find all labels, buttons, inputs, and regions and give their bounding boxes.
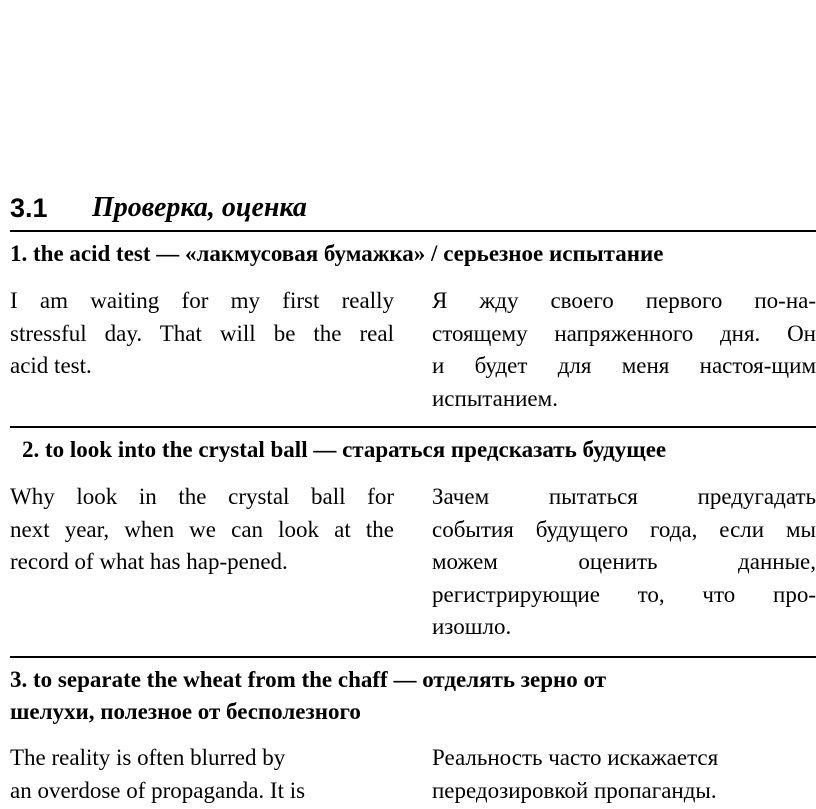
english-line: The reality is often blurred by: [10, 745, 286, 770]
divider: [10, 230, 816, 232]
entry-heading-line: 3. to separate the wheat from the chaff — отделять зерно от: [10, 667, 607, 692]
russian-line: передозировкой пропаганды.: [432, 777, 717, 803]
divider: [10, 426, 816, 428]
russian-line: регистрирующие то, что про-: [432, 581, 816, 607]
entry-heading-1: 1. the acid test — «лакмусовая бумажка» / серьезное испытание: [10, 241, 664, 266]
english-line: stressful day. That will be the real: [10, 320, 394, 346]
entry-2-english: [10, 481, 394, 579]
section-title: Проверка, оценка: [92, 192, 307, 223]
russian-line: Зачем пытаться предугадать: [432, 484, 816, 509]
entry-1-russian: [432, 285, 816, 415]
russian-line: и будет для меня настоя-щим: [432, 353, 816, 378]
russian-line: испытанием.: [432, 385, 558, 411]
russian-line: Реальность часто искажается: [432, 745, 719, 770]
english-line: Why look in the crystal ball for: [10, 484, 394, 509]
divider: [10, 656, 816, 658]
russian-line: можем оценить данные,: [432, 549, 816, 574]
entry-1-english: [10, 285, 394, 383]
russian-line: события будущего года, если мы: [432, 516, 816, 542]
russian-line: изошло.: [432, 614, 512, 639]
section-header: [10, 188, 816, 228]
english-line: acid test.: [10, 353, 92, 378]
english-line: I am waiting for my first really: [10, 288, 394, 313]
entry-3-english: [10, 742, 394, 807]
entry-heading-2: 2. to look into the crystal ball — стараться предсказать будущее: [22, 437, 667, 462]
english-line: an overdose of propaganda. It is: [10, 777, 306, 803]
section-number: 3.1: [10, 193, 48, 223]
russian-line: стоящему напряженного дня. Он: [432, 320, 816, 346]
entry-3-russian: [432, 742, 816, 807]
entry-heading-3: [10, 664, 816, 728]
russian-line: Я жду своего первого по-на-: [432, 288, 816, 313]
english-line: record of what has hap-pened.: [10, 549, 288, 574]
english-line: next year, when we can look at the: [10, 516, 394, 542]
entry-heading-line: шелухи, полезное от бесполезного: [10, 699, 361, 724]
entry-2-russian: [432, 481, 816, 644]
